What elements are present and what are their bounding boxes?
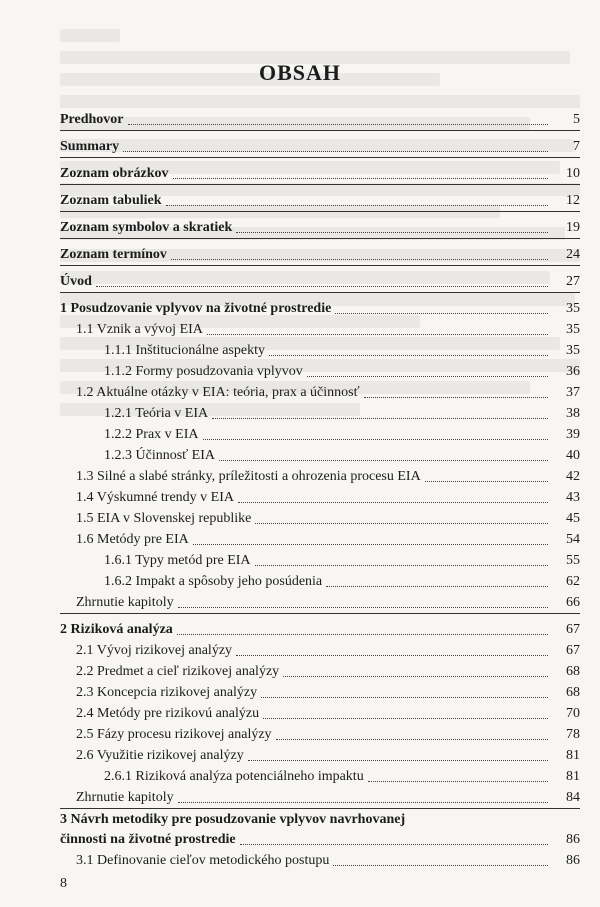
toc-entry-page: 35 — [566, 322, 580, 337]
toc-entry-page: 54 — [566, 532, 580, 547]
toc-entry-page: 68 — [566, 685, 580, 700]
dot-leader — [276, 739, 548, 740]
dot-leader — [283, 676, 548, 677]
toc-entry-label: 1.2 Aktuálne otázky v EIA: teória, prax a účinnosť — [76, 385, 360, 400]
toc-entry-page: 81 — [566, 748, 580, 763]
toc-entry[interactable] — [60, 293, 580, 319]
toc-section — [60, 211, 580, 238]
toc-entry-page: 66 — [566, 595, 580, 610]
dot-leader — [368, 781, 548, 782]
toc-entry-label: 1.6.2 Impakt a spôsoby jeho posúdenia — [104, 574, 323, 589]
dot-leader — [123, 151, 548, 152]
dot-leader — [212, 418, 548, 419]
toc-entry-label: 2.5 Fázy procesu rizikovej analýzy — [76, 727, 272, 742]
dot-leader — [335, 313, 548, 314]
toc-entry-label: 1.4 Výskumné trendy v EIA — [76, 490, 234, 505]
toc-entry[interactable] — [60, 212, 580, 238]
toc-entry-page: 40 — [566, 448, 580, 463]
toc-section — [60, 130, 580, 157]
toc-entry[interactable] — [60, 724, 580, 745]
toc-entry[interactable] — [60, 382, 580, 403]
toc-entry-page: 35 — [566, 301, 580, 316]
dot-leader — [96, 286, 548, 287]
toc-entry[interactable] — [60, 319, 580, 340]
toc-entry[interactable] — [60, 158, 580, 184]
dot-leader — [236, 655, 548, 656]
toc-entry-label: 2.6.1 Riziková analýza potenciálneho impaktu — [104, 769, 364, 784]
toc-entry-page: 35 — [566, 343, 580, 358]
toc-section — [60, 157, 580, 184]
toc-entry-label: 2.3 Koncepcia rizikovej analýzy — [76, 685, 258, 700]
toc-entry-label: 1.3 Silné a slabé stránky, príležitosti a ohrozenia procesu EIA — [76, 469, 421, 484]
toc-entry-page: 68 — [566, 664, 580, 679]
dot-leader — [203, 439, 548, 440]
dot-leader — [364, 397, 548, 398]
toc-entry-page: 55 — [566, 553, 580, 568]
toc-section — [60, 104, 580, 130]
dot-leader — [178, 607, 548, 608]
toc-entry-label: 2.6 Využitie rizikovej analýzy — [76, 748, 244, 763]
toc-entry-label: Zoznam obrázkov — [60, 166, 169, 181]
toc-entry[interactable] — [60, 445, 580, 466]
toc-entry-label: Zoznam tabuliek — [60, 193, 162, 208]
toc-entry[interactable] — [60, 424, 580, 445]
toc-entry-label: 2 Riziková analýza — [60, 622, 173, 637]
toc-entry-label: Summary — [60, 139, 120, 154]
toc-section — [60, 265, 580, 292]
toc-entry-label: 3 Návrh metodiky pre posudzovanie vplyvov navrhovanej — [60, 812, 406, 827]
dot-leader — [178, 802, 548, 803]
toc-entry-label: 1.6 Metódy pre EIA — [76, 532, 189, 547]
toc-entry-label: 2.2 Predmet a cieľ rizikovej analýzy — [76, 664, 280, 679]
toc-entry[interactable] — [60, 614, 580, 640]
toc-entry-label: 2.4 Metódy pre rizikovú analýzu — [76, 706, 260, 721]
toc-entry-page: 62 — [566, 574, 580, 589]
toc-entry[interactable] — [60, 592, 580, 613]
toc-entry-page: 10 — [566, 166, 580, 181]
toc-entry-label: 1.1.2 Formy posudzovania vplyvov — [104, 364, 303, 379]
dot-leader — [193, 544, 548, 545]
toc-entry[interactable] — [60, 361, 580, 382]
toc-entry-label: 1.1 Vznik a vývoj EIA — [76, 322, 203, 337]
toc-entry-label: 1 Posudzovanie vplyvov na životné prostredie — [60, 301, 332, 316]
toc-entry-page: 42 — [566, 469, 580, 484]
toc-entry-page: 5 — [573, 112, 580, 127]
dot-leader — [238, 502, 548, 503]
toc-entry-page: 45 — [566, 511, 580, 526]
toc-entry-page: 36 — [566, 364, 580, 379]
toc-entry-label: Úvod — [60, 274, 92, 289]
dot-leader — [333, 865, 548, 866]
toc-entry-page: 24 — [566, 247, 580, 262]
toc-section — [60, 184, 580, 211]
toc-entry-label: Predhovor — [60, 112, 124, 127]
toc-entry[interactable] — [60, 508, 580, 529]
toc-entry-page: 38 — [566, 406, 580, 421]
dot-leader — [326, 586, 548, 587]
dot-leader — [248, 760, 548, 761]
toc-entry[interactable] — [60, 487, 580, 508]
toc-entry[interactable] — [60, 571, 580, 592]
toc-entry-page: 67 — [566, 643, 580, 658]
dot-leader — [255, 565, 548, 566]
dot-leader — [171, 259, 548, 260]
toc-entry-page: 19 — [566, 220, 580, 235]
page-number: 8 — [60, 876, 67, 891]
toc-entry-label: 1.1.1 Inštitucionálne aspekty — [104, 343, 265, 358]
toc-entry-label: 1.2.1 Teória v EIA — [104, 406, 209, 421]
dot-leader — [128, 124, 548, 125]
dot-leader — [261, 697, 548, 698]
toc-entry-label: 1.2.2 Prax v EIA — [104, 427, 199, 442]
toc-entry-label: 1.6.1 Typy metód pre EIA — [104, 553, 251, 568]
toc-entry-label: 1.5 EIA v Slovenskej republike — [76, 511, 252, 526]
toc-entry-page: 81 — [566, 769, 580, 784]
dot-leader — [166, 205, 548, 206]
dot-leader — [255, 523, 548, 524]
toc-entry[interactable] — [60, 829, 580, 850]
toc-entry-label: činnosti na životné prostredie — [60, 832, 236, 847]
toc-entry[interactable] — [60, 340, 580, 361]
toc-entry[interactable] — [60, 185, 580, 211]
toc-entry-page: 39 — [566, 427, 580, 442]
toc-entry[interactable] — [60, 682, 580, 703]
toc-entry-page: 37 — [566, 385, 580, 400]
toc-entry[interactable] — [60, 745, 580, 766]
dot-leader — [240, 844, 548, 845]
toc-entry[interactable] — [60, 466, 580, 487]
toc-section — [60, 238, 580, 265]
toc-entry-page: 84 — [566, 790, 580, 805]
toc-section — [60, 808, 580, 871]
toc-entry[interactable] — [60, 403, 580, 424]
toc-entry-page: 86 — [566, 832, 580, 847]
toc-entry-page: 27 — [566, 274, 580, 289]
toc-entry[interactable] — [60, 550, 580, 571]
toc-entry[interactable] — [60, 703, 580, 724]
toc-entry[interactable] — [60, 766, 580, 787]
toc-section — [60, 292, 580, 613]
toc-entry-page: 70 — [566, 706, 580, 721]
toc-entry-page: 78 — [566, 727, 580, 742]
dot-leader — [177, 634, 548, 635]
toc-entry-label: Zoznam termínov — [60, 247, 167, 262]
toc-entry[interactable] — [60, 809, 580, 829]
toc-entry[interactable] — [60, 640, 580, 661]
toc-entry-label: Zhrnutie kapitoly — [76, 595, 174, 610]
toc-entry[interactable] — [60, 661, 580, 682]
toc-entry[interactable] — [60, 529, 580, 550]
toc-entry-page: 7 — [573, 139, 580, 154]
toc-entry-page: 43 — [566, 490, 580, 505]
dot-leader — [173, 178, 548, 179]
table-of-contents — [60, 104, 580, 871]
dot-leader — [219, 460, 548, 461]
dot-leader — [307, 376, 548, 377]
dot-leader — [269, 355, 548, 356]
toc-entry-page: 86 — [566, 853, 580, 868]
toc-entry-label: 3.1 Definovanie cieľov metodického postupu — [76, 853, 330, 868]
toc-entry[interactable] — [60, 104, 580, 130]
toc-entry-label: 2.1 Vývoj rizikovej analýzy — [76, 643, 233, 658]
toc-entry[interactable] — [60, 787, 580, 808]
toc-section — [60, 613, 580, 808]
toc-entry-page: 67 — [566, 622, 580, 637]
toc-entry-label: Zhrnutie kapitoly — [76, 790, 174, 805]
toc-entry[interactable] — [60, 266, 580, 292]
page-title: OBSAH — [258, 60, 342, 85]
dot-leader — [207, 334, 548, 335]
toc-entry[interactable] — [60, 239, 580, 265]
toc-entry-label: 1.2.3 Účinnosť EIA — [104, 448, 215, 463]
toc-entry-page: 12 — [566, 193, 580, 208]
dot-leader — [425, 481, 548, 482]
toc-entry[interactable] — [60, 131, 580, 157]
dot-leader — [236, 232, 548, 233]
dot-leader — [263, 718, 548, 719]
toc-entry-label: Zoznam symbolov a skratiek — [60, 220, 233, 235]
toc-entry[interactable] — [60, 850, 580, 871]
